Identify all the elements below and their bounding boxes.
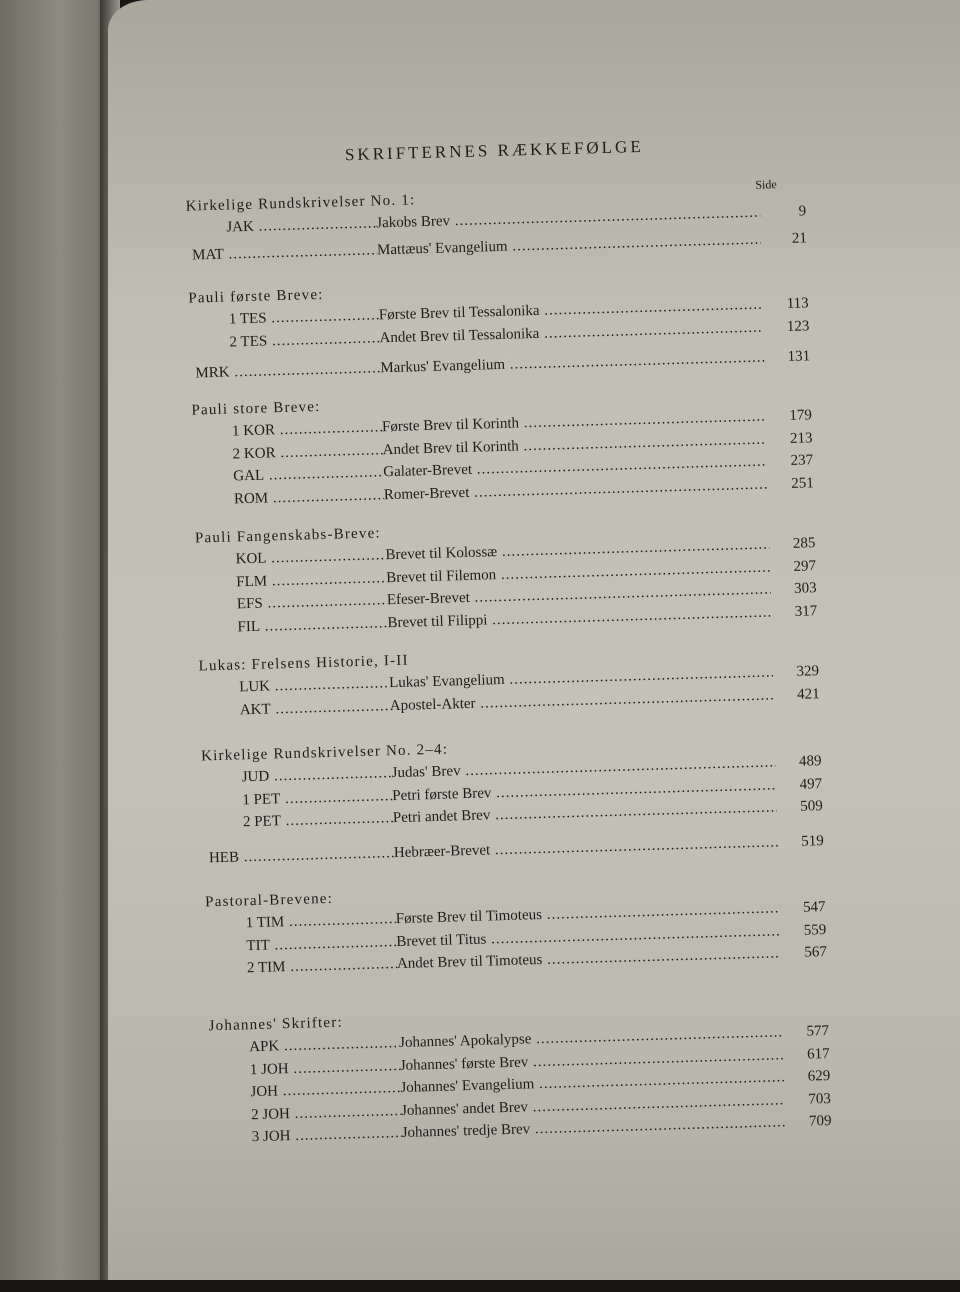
book-title: Mattæus' Evangelium ..... bbox=[377, 228, 761, 261]
book-abbreviation: JOH ..... bbox=[250, 1077, 401, 1104]
book-title: Johannes' andet Brev ..... bbox=[401, 1089, 785, 1122]
book-abbreviation: ROM ..... bbox=[234, 484, 385, 511]
page-number: 577 bbox=[806, 1023, 830, 1040]
page-number: 547 bbox=[802, 899, 826, 916]
book-title: Brevet til Filippi ..... bbox=[387, 601, 771, 634]
book-title: Hebræer-Brevet ..... bbox=[394, 831, 778, 864]
page-number: 559 bbox=[803, 921, 827, 939]
page-number: 567 bbox=[804, 944, 828, 961]
page-number: 285 bbox=[792, 535, 816, 552]
page-number: 509 bbox=[800, 798, 823, 815]
toc-section bbox=[95, 174, 949, 269]
book-page bbox=[108, 0, 960, 1280]
page-number: 497 bbox=[799, 775, 823, 793]
book-title: Jakobs Brev ..... bbox=[376, 202, 760, 235]
toc-section bbox=[101, 378, 956, 514]
book-abbreviation: 1 KOR ..... bbox=[232, 416, 383, 443]
book-abbreviation: GAL ..... bbox=[233, 461, 384, 488]
section-heading: Kirkelige Rundskrivelser No. 2–4: bbox=[200, 741, 449, 765]
book-title: Andet Brev til Korinth ..... bbox=[382, 428, 766, 461]
book-title: Petri første Brev ..... bbox=[392, 774, 776, 807]
book-abbreviation: 2 PET ..... bbox=[243, 807, 394, 834]
book-abbreviation: LUK ..... bbox=[239, 672, 390, 699]
toc-section bbox=[105, 506, 960, 642]
book-title: Johannes' første Brev ..... bbox=[400, 1044, 784, 1077]
page-number: 297 bbox=[793, 557, 817, 575]
book-abbreviation: AKT ..... bbox=[240, 695, 391, 722]
book-title: Efeser-Brevet ..... bbox=[387, 578, 771, 611]
page-number: 9 bbox=[798, 203, 807, 220]
book-abbreviation: HEB ..... bbox=[209, 842, 395, 870]
book-title: Andet Brev til Timoteus ..... bbox=[397, 942, 781, 975]
page-number: 629 bbox=[807, 1068, 831, 1085]
section-heading: Johannes' Skrifter: bbox=[208, 1014, 344, 1035]
page-number: 703 bbox=[808, 1090, 832, 1108]
book-abbreviation: MAT ..... bbox=[192, 239, 378, 267]
book-title: Galater-Brevet ..... bbox=[383, 451, 767, 484]
page-number: 21 bbox=[791, 229, 808, 247]
left-page-edge bbox=[0, 0, 108, 1280]
book-title: Johannes' tredje Brev ..... bbox=[401, 1111, 785, 1144]
toc-section bbox=[118, 994, 960, 1152]
book-abbreviation: TIT ..... bbox=[246, 931, 397, 958]
section-heading: Kirkelige Rundskrivelser No. 1: bbox=[185, 192, 416, 215]
book-abbreviation: JUD ..... bbox=[241, 762, 392, 789]
book-title: Første Brev til Korinth ..... bbox=[382, 406, 766, 439]
book-title: Brevet til Titus ..... bbox=[396, 920, 780, 953]
page-number: 251 bbox=[791, 474, 814, 492]
toc-section bbox=[115, 870, 960, 983]
page-number: 329 bbox=[796, 663, 820, 680]
toc-section bbox=[98, 266, 952, 387]
book-title: Første Brev til Timoteus ..... bbox=[395, 897, 779, 930]
section-heading: Pastoral-Brevene: bbox=[204, 890, 334, 911]
book-abbreviation: 1 TIM ..... bbox=[245, 908, 396, 935]
book-title: Johannes' Apokalypse ..... bbox=[399, 1021, 783, 1054]
book-title: Markus' Evangelium ..... bbox=[380, 347, 764, 380]
book-abbreviation: 1 JOH ..... bbox=[250, 1055, 401, 1082]
book-abbreviation: FLM ..... bbox=[236, 567, 387, 594]
book-abbreviation: EFS ..... bbox=[237, 589, 388, 616]
section-heading: Lukas: Frelsens Historie, I-II bbox=[198, 652, 409, 675]
section-heading: Pauli første Breve: bbox=[188, 286, 324, 307]
book-title: Romer-Brevet ..... bbox=[384, 473, 768, 506]
toc-section bbox=[111, 724, 960, 872]
page-number: 131 bbox=[787, 348, 811, 365]
page-title: SKRIFTERNES RÆKKEFØLGE bbox=[344, 136, 644, 165]
page-number: 519 bbox=[800, 832, 824, 850]
book-title: Lukas' Evangelium ..... bbox=[389, 661, 773, 694]
book-abbreviation: 2 KOR ..... bbox=[232, 439, 383, 466]
book-title: Johannes' Evangelium ..... bbox=[400, 1066, 784, 1099]
page-number: 213 bbox=[789, 429, 813, 447]
book-title: Judas' Brev ..... bbox=[391, 751, 775, 784]
book-abbreviation: 2 TIM ..... bbox=[247, 953, 398, 980]
book-abbreviation: JAK ..... bbox=[226, 212, 377, 239]
section-heading: Pauli store Breve: bbox=[191, 398, 321, 419]
book-title: Første Brev til Tessalonika ..... bbox=[379, 294, 763, 327]
book-abbreviation: KOL ..... bbox=[235, 544, 386, 571]
page-number: 709 bbox=[808, 1112, 832, 1130]
page-number: 303 bbox=[793, 580, 817, 597]
book-abbreviation: FIL ..... bbox=[237, 612, 388, 639]
section-heading: Pauli Fangenskabs-Breve: bbox=[194, 525, 382, 547]
book-abbreviation: MRK ..... bbox=[195, 357, 381, 385]
page-number: 179 bbox=[789, 407, 813, 424]
table-of-contents bbox=[90, 0, 960, 1292]
page-column-label: Side bbox=[755, 177, 777, 192]
page-number: 113 bbox=[786, 295, 809, 312]
page-number: 317 bbox=[794, 602, 818, 620]
page-number: 237 bbox=[790, 452, 814, 469]
book-title: Brevet til Filemon ..... bbox=[386, 556, 770, 589]
book-abbreviation: 3 JOH ..... bbox=[251, 1122, 402, 1149]
page-number: 617 bbox=[806, 1045, 830, 1063]
book-title: Andet Brev til Tessalonika ..... bbox=[379, 316, 763, 349]
book-abbreviation: 2 JOH ..... bbox=[251, 1100, 402, 1127]
book-abbreviation: 2 TES ..... bbox=[229, 327, 380, 354]
book-title: Petri andet Brev ..... bbox=[393, 796, 777, 829]
book-abbreviation: APK ..... bbox=[249, 1032, 400, 1059]
book-abbreviation: 1 TES ..... bbox=[229, 304, 380, 331]
page-number: 421 bbox=[796, 685, 820, 703]
page-number: 489 bbox=[798, 753, 822, 770]
book-abbreviation: 1 PET ..... bbox=[242, 785, 393, 812]
page-number: 123 bbox=[786, 317, 810, 335]
toc-section bbox=[108, 634, 960, 725]
book-title: Brevet til Kolossæ ..... bbox=[385, 534, 769, 567]
book-title: Apostel-Akter ..... bbox=[389, 684, 773, 717]
